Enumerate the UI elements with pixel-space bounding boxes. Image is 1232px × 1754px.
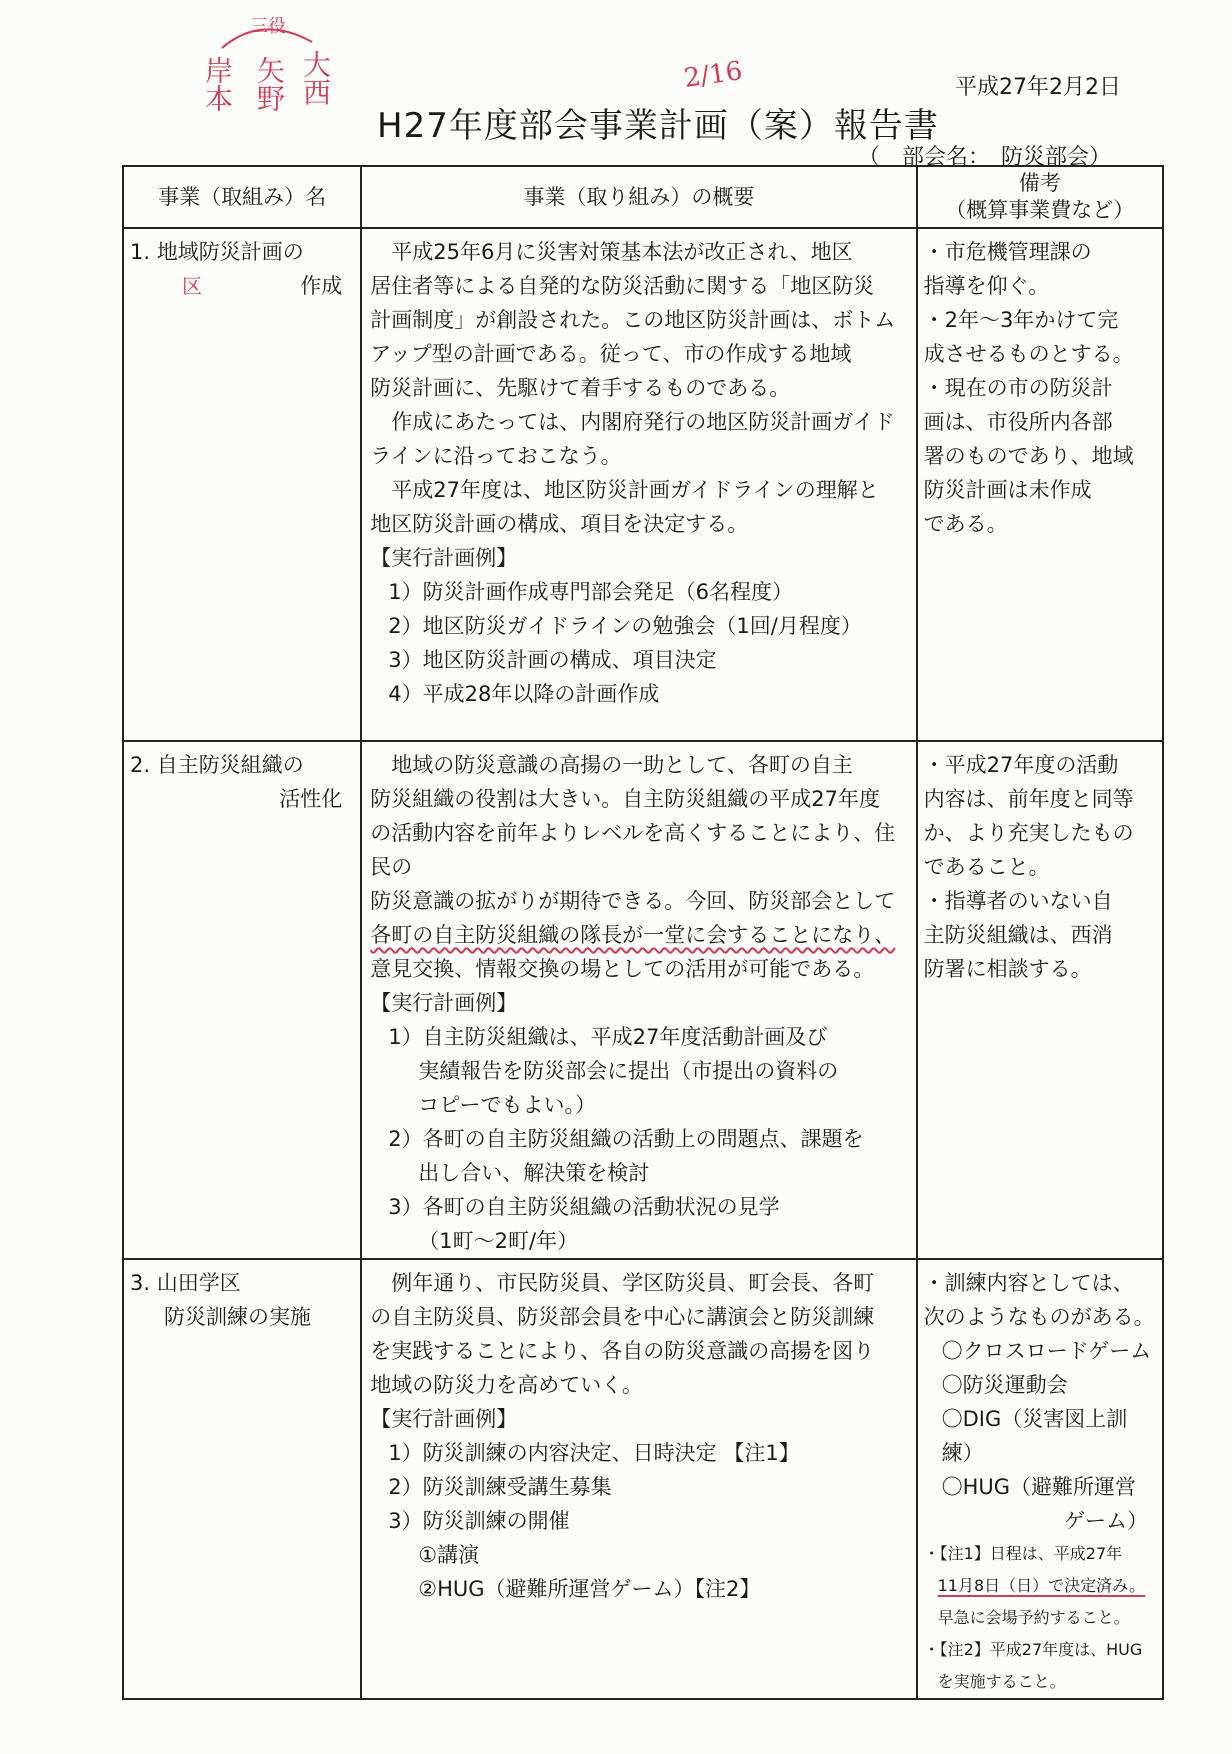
- desc-line: コピーでもよい。）: [418, 1093, 596, 1117]
- header-remarks-line1: 備考: [1018, 171, 1061, 195]
- note-line: ・2年～3年かけて完: [923, 308, 1119, 332]
- desc-line-underlined: [370, 918, 909, 952]
- desc-line: 4）平成28年以降の計画作成: [388, 682, 660, 706]
- row2-name-line2: 活性化: [279, 787, 343, 811]
- note-small-line-underlined: [924, 1570, 1158, 1602]
- handwritten-sanyaku: 三役: [250, 16, 286, 37]
- desc-line: 3）防災訓練の開催: [388, 1509, 570, 1533]
- note-line: 次のようなものがある。: [923, 1305, 1155, 1329]
- desc-line: 3）地区防災計画の構成、項目決定: [388, 648, 717, 672]
- desc-line: （1町～2町/年）: [418, 1229, 579, 1253]
- note-line: 防署に相談する。: [923, 957, 1092, 981]
- desc-line: ①講演: [418, 1543, 480, 1567]
- note-line: ・訓練内容としては、: [923, 1271, 1134, 1295]
- row2-desc-cell: [361, 741, 916, 1259]
- note-line: 署のものであり、地域: [923, 444, 1134, 468]
- note-line: 内容は、前年度と同等: [923, 787, 1134, 811]
- desc-text: 各町の自主防災組織の隊長が一堂に会することになり、: [370, 923, 896, 947]
- note-line: 〇防災運動会: [941, 1373, 1068, 1397]
- table-row: [123, 741, 1163, 1259]
- row3-desc-cell: [361, 1259, 916, 1699]
- row2-note-cell: [917, 741, 1163, 1259]
- note-line: ゲーム）: [1064, 1509, 1148, 1533]
- handwritten-names: [202, 12, 332, 122]
- desc-line: 【実行計画例】: [370, 546, 518, 570]
- note-line: 〇DIG（災害図上訓練）: [941, 1407, 1128, 1465]
- handwritten-ku-mark: 区: [182, 274, 202, 298]
- desc-line: 実績報告を防災部会に提出（市提出の資料の: [418, 1059, 839, 1083]
- note-line: ・現在の市の防災計: [923, 376, 1113, 400]
- row3-name-line1: 3. 山田学区: [130, 1271, 241, 1295]
- desc-line: 防災意識の拡がりが期待できる。今回、防災部会として: [370, 889, 896, 913]
- plan-table: [122, 165, 1164, 1700]
- handwritten-kishimoto: 岸本: [201, 56, 234, 112]
- desc-line: 居住者等による自発的な防災活動に関する「地区防災: [370, 274, 875, 298]
- row1-name-line2: 作成: [300, 274, 343, 298]
- desc-line: 計画制度」が創設された。この地区防災計画は、ボトム: [370, 308, 896, 332]
- desc-line: ②HUG（避難所運営ゲーム）【注2】: [418, 1577, 761, 1601]
- note-small-line: ・【注2】平成27年度は、HUG: [923, 1640, 1143, 1659]
- row1-note-cell: [917, 228, 1163, 741]
- desc-line: の活動内容を前年よりレベルを高くすることにより、住民の: [370, 821, 896, 879]
- row3-note-cell: [917, 1259, 1163, 1699]
- note-line: 防災計画は未作成: [923, 478, 1092, 502]
- row2-name-line1: 2. 自主防災組織の: [130, 753, 304, 777]
- note-line: ・市危機管理課の: [923, 240, 1092, 264]
- desc-line: 2）防災訓練受講生募集: [388, 1475, 612, 1499]
- desc-line: 3）各町の自主防災組織の活動状況の見学: [388, 1195, 780, 1219]
- desc-line: 平成25年6月に災害対策基本法が改正され、地区: [391, 240, 853, 264]
- desc-line: 1）防災訓練の内容決定、日時決定 【注1】: [388, 1441, 800, 1465]
- desc-line: 【実行計画例】: [370, 1407, 518, 1431]
- desc-line: 地域の防災意識の高揚の一助として、各町の自主: [391, 753, 853, 777]
- note-line: である。: [923, 512, 1008, 536]
- desc-line: 地区防災計画の構成、項目を決定する。: [370, 512, 749, 536]
- desc-line: 平成27年度は、地区防災計画ガイドラインの理解と: [391, 478, 879, 502]
- note-small-text: 11月8日（日）で決定済み。: [937, 1576, 1146, 1595]
- desc-line: 1）自主防災組織は、平成27年度活動計画及び: [388, 1025, 828, 1049]
- header-project-name: 事業（取組み）名: [123, 166, 361, 228]
- desc-line: 1）防災計画作成専門部会発足（6名程度）: [388, 580, 794, 604]
- note-line: 〇HUG（避難所運営: [941, 1475, 1137, 1499]
- table-row: [123, 228, 1163, 741]
- desc-line: ラインに沿っておこなう。: [370, 444, 622, 468]
- note-small-line: ・【注1】日程は、平成27年: [923, 1544, 1123, 1563]
- note-line: か、より充実したもの: [923, 821, 1134, 845]
- note-small-line: 早急に会場予約すること。: [937, 1608, 1130, 1627]
- row3-name-line2: 防災訓練の実施: [164, 1305, 311, 1329]
- desc-line: 2）各町の自主防災組織の活動上の問題点、課題を: [388, 1127, 864, 1151]
- note-line: 指導を仰ぐ。: [923, 274, 1050, 298]
- table-row: [123, 1259, 1163, 1699]
- row1-name-cell: [123, 228, 361, 741]
- committee-name: （ 部会名： 防災部会）: [858, 145, 1112, 170]
- row2-name-cell: [123, 741, 361, 1259]
- desc-line: の自主防災員、防災部会員を中心に講演会と防災訓練: [370, 1305, 875, 1329]
- row1-name-line1: 1. 地域防災計画の: [130, 240, 304, 264]
- handwritten-onishi: 大西: [299, 50, 332, 106]
- document-date: 平成27年2月2日: [955, 75, 1121, 100]
- note-line: であること。: [923, 855, 1050, 879]
- header-remarks: [917, 166, 1163, 228]
- handwritten-yano: 矢野: [253, 56, 286, 112]
- desc-line: 例年通り、市民防災員、学区防災員、町会長、各町: [391, 1271, 875, 1295]
- note-line: ・指導者のいない自: [923, 889, 1113, 913]
- desc-line: を実践することにより、各自の防災意識の高揚を図り: [370, 1339, 875, 1363]
- note-line: 画は、市役所内各部: [923, 410, 1113, 434]
- desc-line: 2）地区防災ガイドラインの勉強会（1回/月程度）: [388, 614, 862, 638]
- desc-line: 作成にあたっては、内閣府発行の地区防災計画ガイド: [391, 410, 895, 434]
- row1-name-line2-wrap: [130, 269, 360, 303]
- document-title: H27年度部会事業計画（案）報告書: [377, 106, 939, 146]
- note-line: 〇クロスロードゲーム: [941, 1339, 1152, 1363]
- desc-line: 防災組織の役割は大きい。自主防災組織の平成27年度: [370, 787, 881, 811]
- desc-line: 防災計画に、先駆けて着手するものである。: [370, 376, 791, 400]
- desc-line: アップ型の計画である。従って、市の作成する地域: [370, 342, 852, 366]
- row3-name-cell: [123, 1259, 361, 1699]
- row1-desc-cell: [361, 228, 916, 741]
- desc-line: 出し合い、解決策を検討: [418, 1161, 650, 1185]
- table-header-row: [123, 166, 1163, 228]
- header-overview: 事業（取り組み）の概要: [361, 166, 916, 228]
- note-line: ・平成27年度の活動: [923, 753, 1119, 777]
- desc-line: 意見交換、情報交換の場としての活用が可能である。: [370, 957, 875, 981]
- note-small-line: を実施すること。: [937, 1672, 1066, 1691]
- note-line: 成させるものとする。: [923, 342, 1134, 366]
- note-line: 主防災組織は、西消: [923, 923, 1113, 947]
- desc-line: 【実行計画例】: [370, 991, 518, 1015]
- handwritten-number: 2/16: [682, 56, 745, 94]
- header-remarks-line2: （概算事業費など）: [945, 198, 1135, 222]
- desc-line: 地域の防災力を高めていく。: [370, 1373, 643, 1397]
